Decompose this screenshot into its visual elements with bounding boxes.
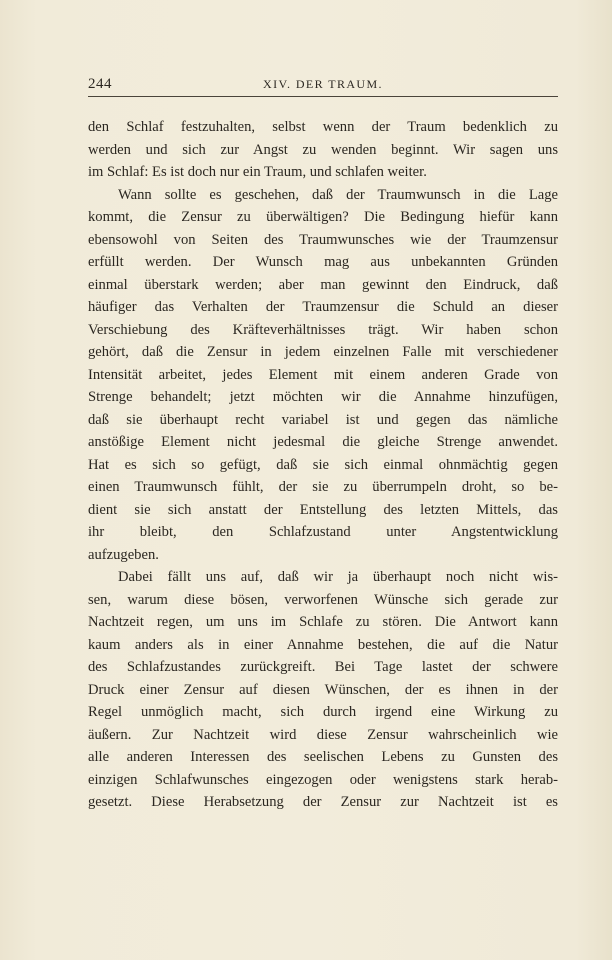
text-line: alle anderen Interessen des seelischen Lebens zu Gunsten des <box>88 749 558 765</box>
text-line: Regel unmöglich macht, sich durch irgend eine Wirkung zu <box>88 704 558 720</box>
text-line: ebensowohl von Seiten des Traumwunsches wie der Traumzensur <box>88 231 558 248</box>
page-header <box>88 76 558 96</box>
text-line: anstößige Element nicht jedesmal die gleiche Strenge anwendet. <box>88 434 558 450</box>
text-line: häufiger das Verhalten der Traumzensur die Schuld an dieser <box>88 299 558 315</box>
page-number: 244 <box>88 76 112 92</box>
text-line: aufzugeben. <box>88 546 159 563</box>
text-line: dient sie sich anstatt der Entstellung des letzten Mittels, das <box>88 501 558 518</box>
text-line: Intensität arbeitet, jedes Element mit einem anderen Grade von <box>88 366 558 383</box>
text-line: einmal überstark werden; aber man gewinnt den Eindruck, daß <box>88 276 558 293</box>
text-line: äußern. Zur Nachtzeit wird diese Zensur wahrscheinlich wie <box>88 726 558 743</box>
running-head: XIV. DER TRAUM. <box>263 77 383 91</box>
text-line: kaum anders als in einer Annahme bestehen, die auf die Natur <box>88 636 558 653</box>
text-line: einzigen Schlafwunsches eingezogen oder wenigstens stark herab- <box>88 771 558 788</box>
text-line: im Schlaf: Es ist doch nur ein Traum, und schlafen weiter. <box>88 164 427 180</box>
text-line: den Schlaf festzuhalten, selbst wenn der Traum bedenklich zu <box>88 119 558 135</box>
text-line: Nachtzeit regen, um uns im Schlafe zu stören. Die Antwort kann <box>88 614 558 630</box>
text-line: sen, warum diese bösen, verworfenen Wünsche sich gerade zur <box>88 591 558 608</box>
text-line: werden und sich zur Angst zu wenden beginnt. Wir sagen uns <box>88 141 558 158</box>
text-line: Verschiebung des Kräfteverhältnisses trägt. Wir haben schon <box>88 321 558 338</box>
text-line: des Schlafzustandes zurückgreift. Bei Tage lastet der schwere <box>88 659 558 675</box>
text-line: einen Traumwunsch fühlt, der sie zu überrumpeln droht, so be- <box>88 479 558 495</box>
text-line: gehört, daß die Zensur in jedem einzelnen Falle mit verschiedener <box>88 344 558 360</box>
text-line: Dabei fällt uns auf, daß wir ja überhaupt noch nicht wis- <box>118 569 558 585</box>
text-line: Druck einer Zensur auf diesen Wünschen, der es ihnen in der <box>88 681 558 698</box>
text-line: Wann sollte es geschehen, daß der Traumwunsch in die Lage <box>118 186 558 203</box>
text-line: ihr bleibt, den Schlafzustand unter Angstentwicklung <box>88 524 558 540</box>
text-line: gesetzt. Diese Herabsetzung der Zensur zur Nachtzeit ist es <box>88 794 558 810</box>
text-line: kommt, die Zensur zu überwältigen? Die Bedingung hiefür kann <box>88 209 558 225</box>
text-line: daß sie überhaupt recht variabel ist und gegen das nämliche <box>88 411 558 428</box>
body-text <box>88 116 558 814</box>
header-rule <box>88 96 558 97</box>
text-line: Hat es sich so gefügt, daß sie sich einmal ohnmächtig gegen <box>88 456 558 473</box>
text-line: Strenge behandelt; jetzt möchten wir die Annahme hinzufügen, <box>88 389 558 405</box>
text-line: erfüllt werden. Der Wunsch mag aus unbekannten Gründen <box>88 254 558 270</box>
